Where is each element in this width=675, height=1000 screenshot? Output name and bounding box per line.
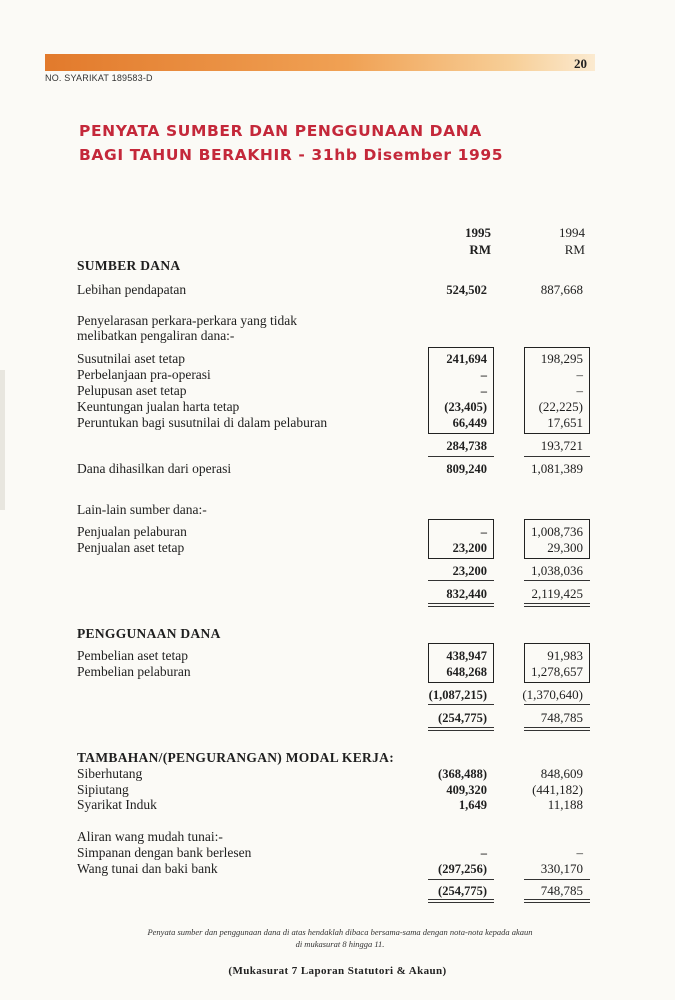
company-registration-number: NO. SYARIKAT 189583-D [45, 73, 153, 83]
value-1995: 284,738 [446, 439, 487, 453]
value-1995: (23,405) [444, 400, 487, 414]
column-header-1994: 1994 [559, 225, 585, 240]
value-1994: (441,182) [532, 782, 583, 797]
row-label: Simpanan dengan bank berlesen [77, 845, 252, 860]
column-header-1995: 1995 [465, 225, 491, 240]
row-label: Penyelarasan perkara-perkara yang tidak [77, 313, 298, 328]
value-1994: 1,081,389 [531, 461, 583, 476]
value-1994: 887,668 [540, 282, 583, 297]
value-1994: 848,609 [540, 766, 583, 781]
row-label: Penjualan aset tetap [77, 540, 185, 555]
value-1994: 17,651 [547, 415, 583, 430]
statement-note-line-2: di mukasurat 8 hingga 11. [295, 939, 385, 949]
rule-applications-1995 [428, 704, 494, 705]
value-1995: (254,775) [438, 884, 487, 898]
value-1995: 524,502 [446, 283, 487, 297]
value-1994: – [576, 367, 583, 382]
value-1995: 438,947 [446, 649, 487, 663]
value-1994: 748,785 [540, 883, 583, 898]
header-banner [45, 54, 595, 71]
row-label: Lebihan pendapatan [77, 282, 187, 297]
value-1995: (1,087,215) [428, 688, 487, 702]
rule-applications-1994 [524, 704, 590, 705]
value-1995: 832,440 [446, 587, 487, 601]
value-1995: 66,449 [452, 416, 487, 430]
row-label: Sipiutang [77, 782, 129, 797]
value-1995: 23,200 [452, 541, 487, 555]
double-rule-sources-1994 [524, 603, 590, 607]
value-1994: 11,188 [547, 797, 583, 812]
rule-subtotal-1994 [524, 456, 590, 457]
rule-subtotal-1995 [428, 456, 494, 457]
value-1994: 193,721 [540, 438, 583, 453]
double-rule-net-1994 [524, 727, 590, 731]
column-unit-1995: RM [469, 242, 491, 257]
value-1995: 1,649 [458, 798, 487, 812]
rule-other-1995 [428, 580, 494, 581]
value-1994: (1,370,640) [522, 687, 583, 702]
value-1995: – [480, 846, 487, 860]
scan-edge-shadow [0, 370, 5, 510]
row-label: Pelupusan aset tetap [77, 383, 187, 398]
page-footer: (Mukasurat 7 Laporan Statutori & Akaun) [228, 965, 447, 977]
row-label: Dana dihasilkan dari operasi [77, 461, 232, 476]
value-1994: (22,225) [538, 399, 583, 414]
rule-cash-1994 [524, 879, 590, 880]
row-label: melibatkan pengaliran dana:- [77, 328, 235, 343]
column-unit-1994: RM [564, 242, 585, 257]
double-rule-cash-1994 [524, 899, 590, 903]
value-1995: (254,775) [438, 711, 487, 725]
row-label: Pembelian aset tetap [77, 648, 188, 663]
statement-title-line-2: BAGI TAHUN BERAKHIR - 31hb Disember 1995 [79, 146, 504, 164]
value-1994: 2,119,425 [531, 586, 583, 601]
value-1995: 409,320 [446, 783, 487, 797]
value-1994: 1,008,736 [531, 524, 583, 539]
row-label: Keuntungan jualan harta tetap [77, 399, 240, 414]
value-1994: – [576, 383, 583, 398]
row-label: Perbelanjaan pra-operasi [77, 367, 211, 382]
value-1994: 29,300 [547, 540, 583, 555]
value-1995: 23,200 [452, 564, 487, 578]
section-penggunaan-dana: PENGGUNAAN DANA [77, 626, 221, 641]
value-1995: – [480, 368, 487, 382]
value-1995: 241,694 [446, 352, 487, 366]
value-1994: 330,170 [540, 861, 583, 876]
row-label: Pembelian pelaburan [77, 664, 191, 679]
row-label: Aliran wang mudah tunai:- [77, 829, 223, 844]
value-1994: – [576, 845, 583, 860]
row-label: Susutnilai aset tetap [77, 351, 185, 366]
value-1994: 91,983 [547, 648, 583, 663]
value-1995: – [480, 525, 487, 539]
value-1995: (297,256) [438, 862, 487, 876]
page-number: 20 [574, 56, 587, 71]
value-1995: – [480, 384, 487, 398]
statement-note-line-1: Penyata sumber dan penggunaan dana di atas hendaklah dibaca bersama-sama dengan nota-nota kepada akaun [147, 927, 533, 937]
double-rule-net-1995 [428, 727, 494, 731]
row-label: Penjualan pelaburan [77, 524, 187, 539]
value-1994: 198,295 [540, 351, 583, 366]
row-label: Siberhutang [77, 766, 143, 781]
value-1994: 1,278,657 [531, 664, 583, 679]
value-1994: 1,038,036 [531, 563, 583, 578]
section-modal-kerja: TAMBAHAN/(PENGURANGAN) MODAL KERJA: [77, 750, 394, 765]
row-label: Peruntukan bagi susutnilai di dalam pelaburan [77, 415, 328, 430]
double-rule-cash-1995 [428, 899, 494, 903]
row-label: Syarikat Induk [77, 797, 157, 812]
double-rule-sources-1995 [428, 603, 494, 607]
value-1995: 648,268 [446, 665, 487, 679]
row-label: Wang tunai dan baki bank [77, 861, 218, 876]
section-sumber-dana: SUMBER DANA [77, 258, 181, 273]
value-1994: 748,785 [540, 710, 583, 725]
rule-other-1994 [524, 580, 590, 581]
value-1995: 809,240 [446, 462, 487, 476]
row-label: Lain-lain sumber dana:- [77, 502, 207, 517]
rule-cash-1995 [428, 879, 494, 880]
statement-title-line-1: PENYATA SUMBER DAN PENGGUNAAN DANA [79, 122, 482, 140]
value-1995: (368,488) [438, 767, 487, 781]
